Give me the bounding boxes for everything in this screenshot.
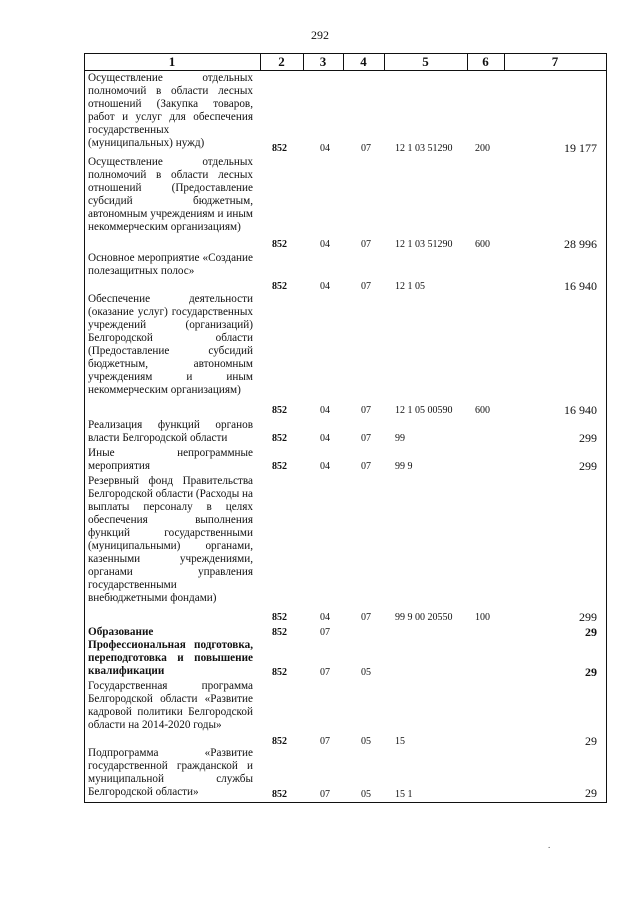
row-amount: 29 <box>585 786 597 800</box>
row-code-target: 15 <box>395 736 405 747</box>
budget-table <box>84 53 607 803</box>
page-number: 292 <box>311 28 329 42</box>
row-code-section: 04 <box>320 433 330 444</box>
row-code-target: 15 1 <box>395 789 413 800</box>
row-code-subsection: 07 <box>361 405 371 416</box>
header-col-5: 5 <box>422 54 429 69</box>
row-description: Резервный фонд Правительства Белгородской области (Расходы на выплаты персоналу в целях обеспечения выполнения функций государственными (муниципальными) органами, казенными учреждениями, органами управления государственными внебюджетными фондами) <box>88 475 253 604</box>
row-description: Подпрограмма «Развитие государственной гражданской и муниципальной службы Белгородской области» <box>88 747 253 798</box>
row-code-section: 07 <box>320 667 330 678</box>
row-code-expense-type: 200 <box>475 143 490 154</box>
row-amount: 16 940 <box>564 279 597 293</box>
row-amount: 299 <box>579 610 597 624</box>
row-code-subsection: 07 <box>361 281 371 292</box>
row-amount: 16 940 <box>564 403 597 417</box>
row-code-target: 12 1 03 51290 <box>395 143 453 154</box>
row-description: Профессиональная подготовка, переподготовка и повышение квалификации <box>88 639 253 677</box>
row-amount: 19 177 <box>564 141 597 155</box>
row-code-ministry: 852 <box>272 405 287 416</box>
row-code-expense-type: 600 <box>475 239 490 250</box>
header-col-1: 1 <box>168 54 176 69</box>
header-col-4: 4 <box>360 54 367 69</box>
row-amount: 29 <box>585 734 597 748</box>
row-code-subsection: 07 <box>361 461 371 472</box>
row-code-subsection: 07 <box>361 239 371 250</box>
row-code-subsection: 07 <box>361 612 371 623</box>
row-code-target: 99 9 00 20550 <box>395 612 453 623</box>
row-amount: 299 <box>579 459 597 473</box>
row-code-expense-type: 600 <box>475 405 490 416</box>
row-code-ministry: 852 <box>272 789 287 800</box>
row-code-section: 07 <box>320 736 330 747</box>
row-description: Образование <box>88 626 154 638</box>
row-code-ministry: 852 <box>272 612 287 623</box>
row-code-section: 04 <box>320 461 330 472</box>
row-code-section: 07 <box>320 627 330 638</box>
row-amount: 29 <box>585 665 597 679</box>
row-code-target: 99 9 <box>395 461 413 472</box>
row-code-target: 99 <box>395 433 405 444</box>
row-code-section: 04 <box>320 405 330 416</box>
row-code-section: 07 <box>320 789 330 800</box>
row-code-ministry: 852 <box>272 433 287 444</box>
row-description: Осуществление отдельных полномочий в области лесных отношений (Предоставление субсидий бюджетным, автономным учреждениям и иным некоммерческим организациям) <box>88 156 253 233</box>
row-code-target: 12 1 05 <box>395 281 425 292</box>
row-code-section: 04 <box>320 281 330 292</box>
header-col-7: 7 <box>551 54 559 69</box>
row-code-target: 12 1 05 00590 <box>395 405 453 416</box>
row-amount: 28 996 <box>564 237 597 251</box>
row-code-subsection: 05 <box>361 789 371 800</box>
row-code-ministry: 852 <box>272 239 287 250</box>
row-amount: 299 <box>579 431 597 445</box>
row-code-expense-type: 100 <box>475 612 490 623</box>
row-code-subsection: 07 <box>361 143 371 154</box>
row-code-subsection: 05 <box>361 667 371 678</box>
row-amount: 29 <box>585 625 597 639</box>
row-description: Реализация функций органов власти Белгородской области <box>88 419 253 444</box>
row-code-ministry: 852 <box>272 281 287 292</box>
row-description: Обеспечение деятельности (оказание услуг) государственных учреждений (организаций) Белгородской области (Предоставление субсидий бюджетным, автономным учреждениям и иным некоммерческим организациям) <box>88 293 253 396</box>
row-description: Государственная программа Белгородской области «Развитие кадровой политики Белгородской области на 2014-2020 годы» <box>88 680 253 731</box>
row-code-section: 04 <box>320 612 330 623</box>
row-code-ministry: 852 <box>272 627 287 638</box>
row-code-ministry: 852 <box>272 667 287 678</box>
row-code-subsection: 07 <box>361 433 371 444</box>
row-code-ministry: 852 <box>272 736 287 747</box>
row-description: Иные непрограммные мероприятия <box>88 447 253 472</box>
corner-mark: . <box>548 840 551 850</box>
row-description: Основное мероприятие «Создание полезащитных полос» <box>88 252 253 277</box>
row-code-ministry: 852 <box>272 143 287 154</box>
row-code-target: 12 1 03 51290 <box>395 239 453 250</box>
row-code-section: 04 <box>320 239 330 250</box>
row-code-section: 04 <box>320 143 330 154</box>
header-col-3: 3 <box>319 54 327 69</box>
row-code-ministry: 852 <box>272 461 287 472</box>
row-code-subsection: 05 <box>361 736 371 747</box>
row-description: Осуществление отдельных полномочий в области лесных отношений (Закупка товаров, работ и услуг для обеспечения государственных (муниципальных) нужд) <box>88 72 253 149</box>
header-col-6: 6 <box>482 54 489 69</box>
header-col-2: 2 <box>278 54 285 69</box>
